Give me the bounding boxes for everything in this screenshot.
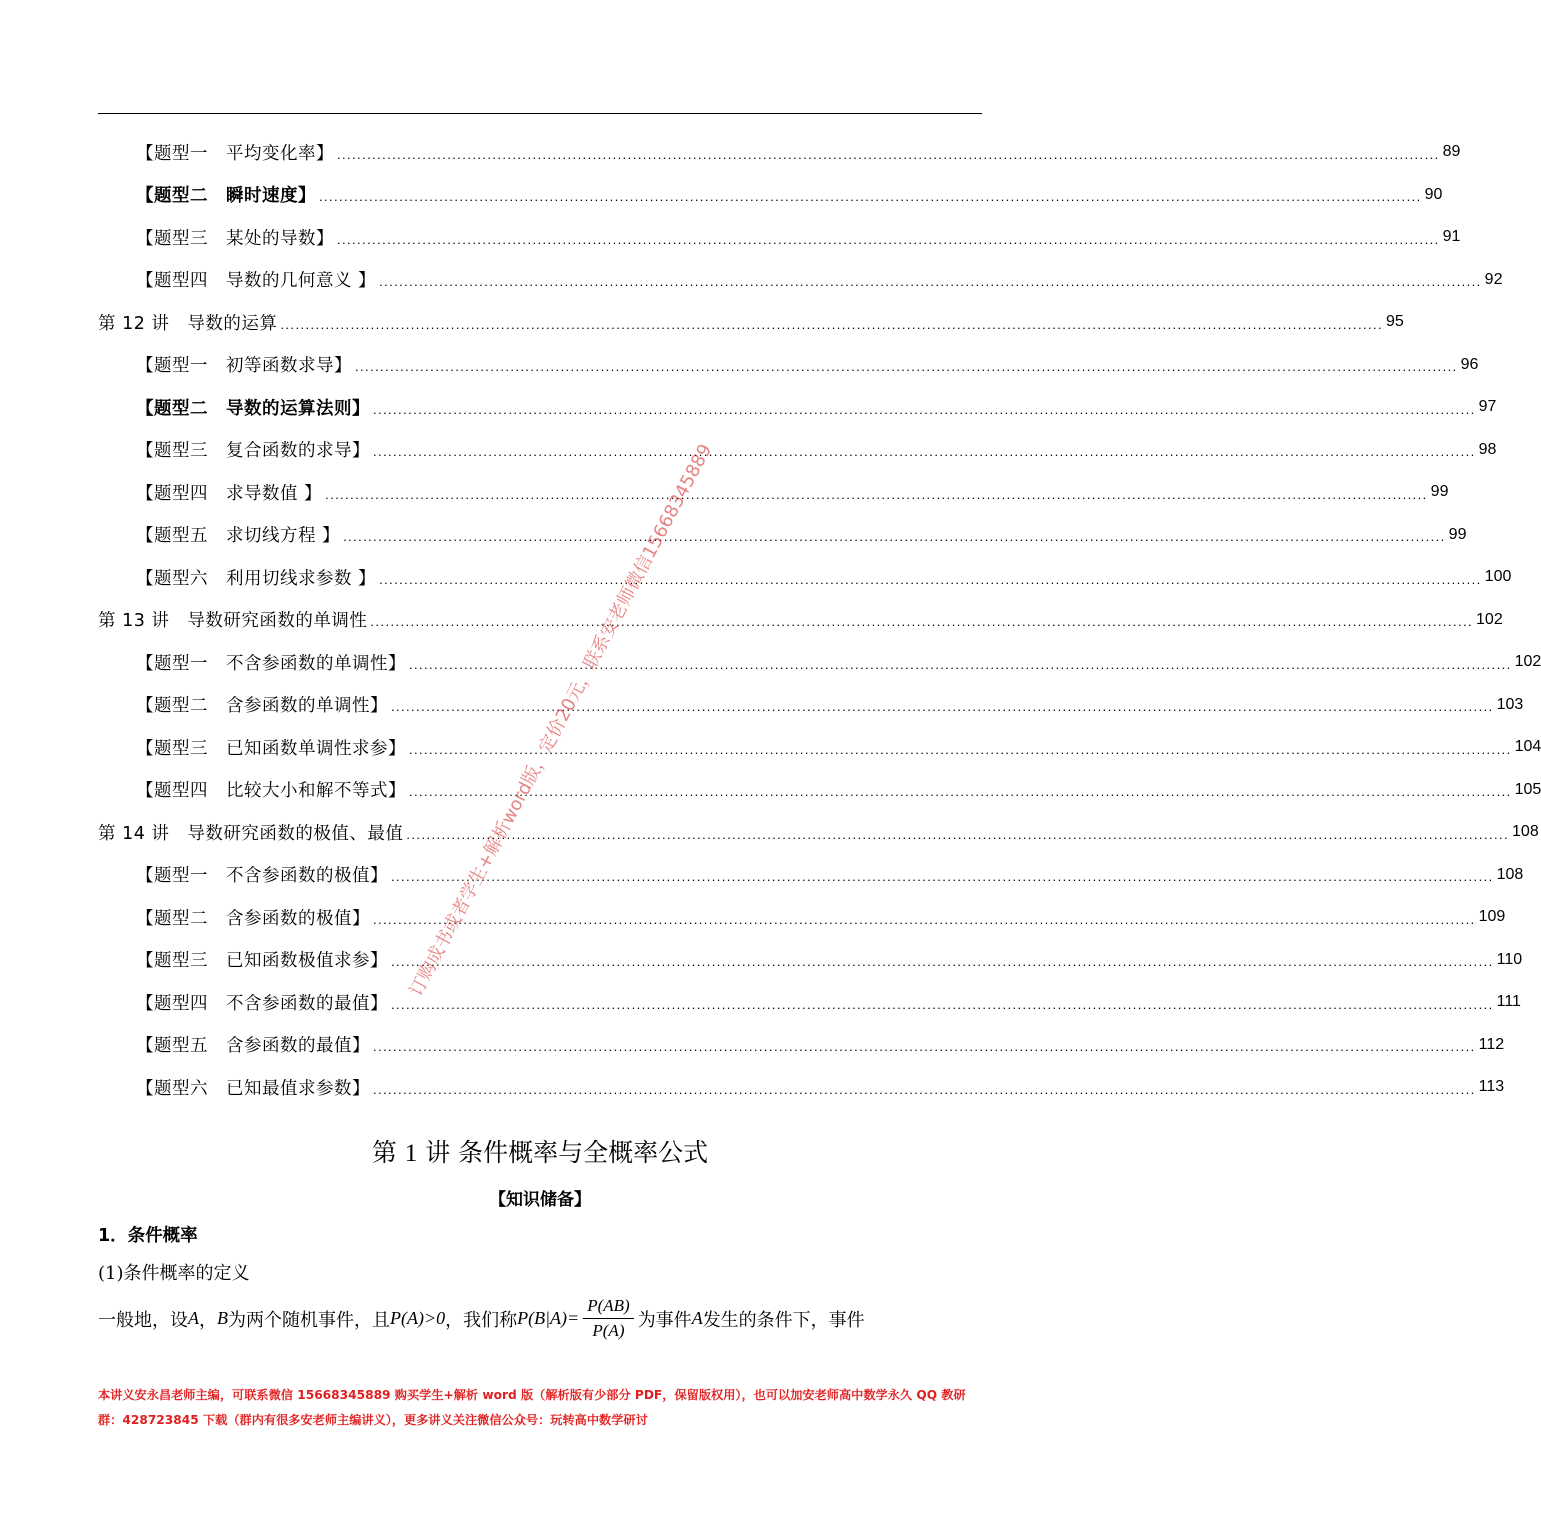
toc-dot-leader: ............................................................................................................................................................................................................................ bbox=[343, 529, 1446, 544]
para-text-2: ， bbox=[199, 1309, 217, 1331]
toc-dot-leader: ............................................................................................................................................................................................................................ bbox=[409, 656, 1512, 672]
toc-dot-leader: ............................................................................................................................................................................................................................ bbox=[391, 699, 1494, 714]
toc-dot-leader: ............................................................................................................................................................................................................................ bbox=[391, 954, 1494, 969]
toc-page-number: 104 bbox=[1514, 738, 1541, 756]
toc-entry-title: 【题型六 已知最值求参数】 bbox=[136, 1078, 370, 1099]
toc-page-number: 110 bbox=[1496, 950, 1523, 968]
para-text-6: 发生的条件下，事件 bbox=[702, 1309, 865, 1331]
toc-dot-leader: ............................................................................................................................................................................................................................ bbox=[373, 401, 1476, 417]
toc-subentry[interactable] bbox=[98, 386, 1497, 429]
toc-dot-leader: ............................................................................................................................................................................................................................ bbox=[409, 784, 1512, 799]
toc-page-number: 89 bbox=[1442, 143, 1461, 161]
toc-subentry[interactable] bbox=[98, 981, 1521, 1024]
toc-subentry[interactable] bbox=[98, 344, 1479, 387]
toc-dot-leader: ............................................................................................................................................................................................................................ bbox=[373, 1081, 1476, 1097]
toc-subentry[interactable] bbox=[98, 429, 1497, 472]
toc-entry-title: 【题型二 导数的运算法则】 bbox=[136, 398, 370, 419]
toc-entry-title: 【题型四 求导数值 】 bbox=[136, 483, 323, 504]
toc-dot-leader: ............................................................................................................................................................................................................................ bbox=[406, 826, 1510, 842]
toc-page-number: 105 bbox=[1514, 780, 1541, 798]
toc-page-number: 99 bbox=[1430, 483, 1449, 501]
expr-pa: P(A)>0 bbox=[390, 1308, 446, 1328]
toc-entry-title: 【题型六 利用切线求参数 】 bbox=[136, 568, 377, 589]
para-text-3: 为两个随机事件，且 bbox=[228, 1309, 390, 1331]
toc-dot-leader: ............................................................................................................................................................................................................................ bbox=[337, 146, 1440, 162]
toc-page-number: 108 bbox=[1512, 823, 1539, 841]
toc-dot-leader: ............................................................................................................................................................................................................................ bbox=[337, 231, 1440, 247]
toc-entry-title: 【题型一 初等函数求导】 bbox=[136, 356, 352, 377]
header-rule bbox=[98, 113, 982, 114]
para-text-1: 一般地，设 bbox=[98, 1309, 188, 1331]
toc-subentry[interactable] bbox=[98, 174, 1443, 217]
toc-dot-leader: ............................................................................................................................................................................................................................ bbox=[325, 486, 1428, 502]
toc-dot-leader: ............................................................................................................................................................................................................................ bbox=[373, 444, 1476, 459]
toc-dot-leader: ............................................................................................................................................................................................................................ bbox=[409, 741, 1512, 757]
fraction-denominator: P(A) bbox=[592, 1321, 625, 1340]
toc-subentry[interactable] bbox=[98, 556, 1512, 599]
toc-entry-title: 【题型四 不含参函数的最值】 bbox=[136, 993, 388, 1014]
toc-page-number: 98 bbox=[1478, 440, 1497, 458]
toc-lecture-entry[interactable] bbox=[98, 599, 1503, 642]
toc-dot-leader: ............................................................................................................................................................................................................................ bbox=[379, 274, 1482, 289]
toc-subentry[interactable] bbox=[98, 896, 1506, 939]
toc-page-number: 100 bbox=[1484, 568, 1512, 586]
toc-dot-leader: ............................................................................................................................................................................................................................ bbox=[373, 1039, 1476, 1054]
var-a: A bbox=[188, 1308, 199, 1328]
toc-page-number: 92 bbox=[1484, 270, 1503, 288]
chapter-prefix: 第 bbox=[371, 1138, 397, 1167]
toc-page-number: 103 bbox=[1496, 695, 1524, 713]
toc-lecture-entry[interactable] bbox=[98, 811, 1539, 854]
toc-entry-title: 【题型四 比较大小和解不等式】 bbox=[136, 781, 406, 802]
chapter-title: 讲 条件概率与全概率公式 bbox=[425, 1138, 709, 1167]
toc-subentry[interactable] bbox=[98, 471, 1449, 514]
toc-dot-leader: ............................................................................................................................................................................................................................ bbox=[391, 996, 1494, 1012]
toc-page-number: 95 bbox=[1386, 313, 1404, 331]
toc-subentry[interactable] bbox=[98, 684, 1524, 727]
fraction-numerator: P(AB) bbox=[583, 1296, 633, 1319]
toc-entry-title: 【题型三 已知函数单调性求参】 bbox=[136, 738, 406, 759]
heading-conditional-probability: 1．条件概率 bbox=[98, 1226, 198, 1246]
para-text-4: ，我们称 bbox=[445, 1309, 518, 1331]
toc-subentry[interactable] bbox=[98, 259, 1503, 302]
toc-page-number: 112 bbox=[1478, 1035, 1505, 1053]
toc-entry-title: 第 13 讲 导数研究函数的单调性 bbox=[98, 611, 368, 632]
toc-entry-title: 【题型二 含参函数的单调性】 bbox=[136, 696, 388, 717]
toc-page-number: 109 bbox=[1478, 908, 1506, 926]
toc-page-number: 102 bbox=[1476, 610, 1503, 628]
definition-paragraph bbox=[98, 1296, 865, 1341]
toc-page-number: 99 bbox=[1448, 525, 1467, 543]
subheading-definition: (1)条件概率的定义 bbox=[98, 1263, 250, 1284]
toc-subentry[interactable] bbox=[98, 131, 1461, 174]
toc-page-number: 113 bbox=[1478, 1078, 1505, 1096]
toc-dot-leader: ............................................................................................................................................................................................................................ bbox=[280, 316, 1384, 332]
toc-subentry[interactable] bbox=[98, 1066, 1505, 1109]
toc-dot-leader: ............................................................................................................................................................................................................................ bbox=[373, 911, 1476, 927]
toc-dot-leader: ............................................................................................................................................................................................................................ bbox=[355, 359, 1458, 374]
toc-dot-leader: ............................................................................................................................................................................................................................ bbox=[370, 614, 1474, 629]
var-a-2: A bbox=[691, 1308, 703, 1328]
toc-entry-title: 【题型五 求切线方程 】 bbox=[136, 526, 341, 547]
chapter-heading bbox=[0, 1133, 1080, 1169]
toc-entry-title: 【题型一 平均变化率】 bbox=[136, 143, 334, 164]
table-of-contents bbox=[98, 131, 1541, 1109]
toc-subentry[interactable] bbox=[98, 939, 1523, 982]
toc-dot-leader: ............................................................................................................................................................................................................................ bbox=[391, 869, 1494, 884]
toc-page-number: 102 bbox=[1514, 653, 1541, 671]
toc-subentry[interactable] bbox=[98, 216, 1461, 259]
toc-entry-title: 【题型三 已知函数极值求参】 bbox=[136, 951, 388, 972]
toc-entry-title: 【题型三 某处的导数】 bbox=[136, 228, 334, 249]
toc-page-number: 97 bbox=[1478, 398, 1497, 416]
toc-entry-title: 【题型一 不含参函数的极值】 bbox=[136, 866, 388, 887]
toc-entry-title: 【题型五 含参函数的最值】 bbox=[136, 1036, 370, 1057]
para-text-5: 为事件 bbox=[637, 1309, 692, 1331]
toc-entry-title: 【题型四 导数的几何意义 】 bbox=[136, 271, 377, 292]
toc-page-number: 96 bbox=[1460, 355, 1479, 373]
toc-entry-title: 【题型二 含参函数的极值】 bbox=[136, 908, 370, 929]
toc-page-number: 90 bbox=[1424, 185, 1443, 203]
var-b: B bbox=[217, 1308, 228, 1328]
watermark: 订购成书或者学生+解析word版，定价20元，联系安老师微信15668345889 bbox=[405, 440, 717, 1000]
toc-dot-leader: ............................................................................................................................................................................................................................ bbox=[319, 189, 1422, 204]
toc-subentry[interactable] bbox=[98, 854, 1524, 897]
toc-entry-title: 【题型一 不含参函数的单调性】 bbox=[136, 653, 406, 674]
toc-page-number: 111 bbox=[1496, 993, 1521, 1011]
toc-page-number: 91 bbox=[1442, 228, 1461, 246]
footer-notice: 本讲义安永昌老师主编，可联系微信 15668345889 购买学生+解析 word 版（解析版有少部分 PDF，保留版权用），也可以加安老师高中数学永久 QQ 教研群：428723845 下载（群内有很多安老师主编讲义），更多讲义关注微信公众号：玩转高中数学研讨 bbox=[98, 1388, 966, 1427]
toc-subentry[interactable] bbox=[98, 1024, 1505, 1067]
toc-entry-title: 第 14 讲 导数研究函数的极值、最值 bbox=[98, 823, 404, 844]
toc-subentry[interactable] bbox=[98, 641, 1541, 684]
toc-entry-title: 第 12 讲 导数的运算 bbox=[98, 313, 278, 334]
toc-subentry[interactable] bbox=[98, 514, 1467, 557]
chapter-number: 1 bbox=[404, 1140, 418, 1167]
expr-pba: P(B|A)= bbox=[517, 1308, 580, 1328]
toc-dot-leader: ............................................................................................................................................................................................................................ bbox=[379, 571, 1482, 587]
toc-page-number: 108 bbox=[1496, 865, 1524, 883]
toc-entry-title: 【题型二 瞬时速度】 bbox=[136, 186, 316, 207]
toc-entry-title: 【题型三 复合函数的求导】 bbox=[136, 441, 370, 462]
fraction bbox=[583, 1296, 633, 1341]
section-tag: 【知识储备】 bbox=[489, 1190, 591, 1210]
toc-lecture-entry[interactable] bbox=[98, 301, 1404, 344]
